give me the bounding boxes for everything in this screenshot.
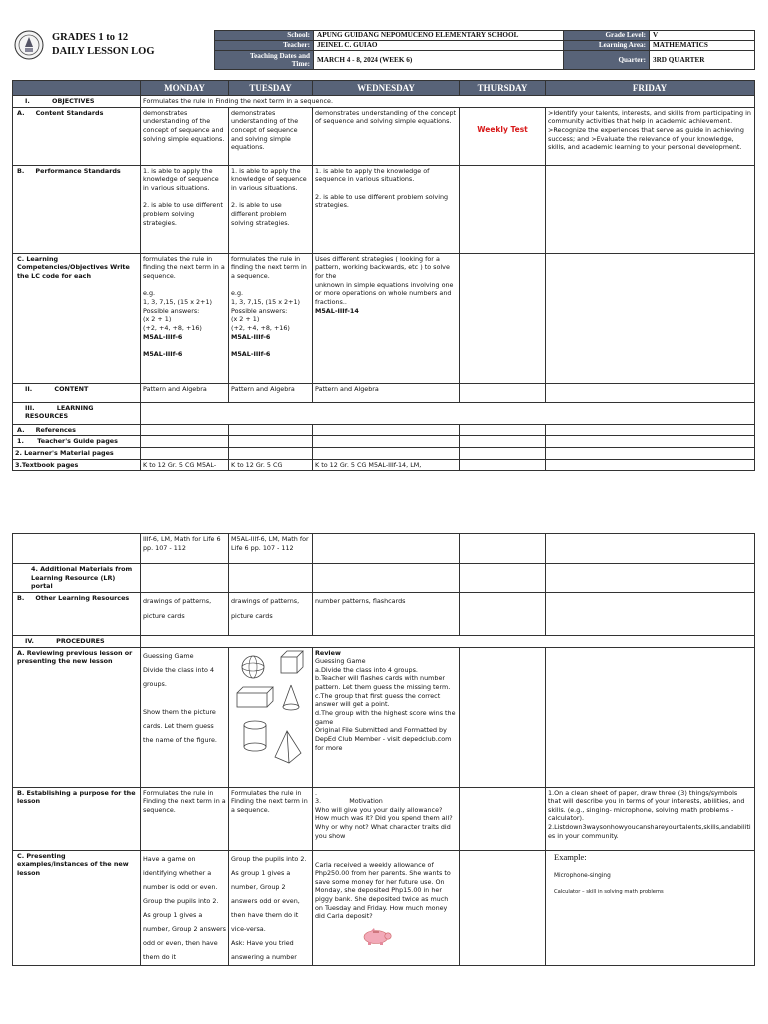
learning-competencies-wednesday <box>313 253 460 383</box>
review-wed-text: Guessing Game a.Divide the class into 4 groups. b.Teacher will flashes cards with number pattern. Let them guess the missing term. c.The group that first guess the correct answer will get a point. d.The group with the highest score wins the game Original File Submitted and Formatted by DepEd Club Member - visit depedclub.com for more <box>315 657 456 752</box>
lc-monday-text: formulates the rule in finding the next term in a sequence. e.g. 1, 3, 7,15, (15 x 2+1) Possible answers: (x 2 + 1) (+2, +4, +8, +16) <box>143 254 225 332</box>
presenting-examples-thursday <box>460 850 546 966</box>
lc-wednesday-text: Uses different strategies ( looking for a pattern, working backwards, etc ) to solve for the unknown in simple equations involving one or more operations on whole numbers and fractions.. <box>315 254 454 306</box>
reviewing-lesson-friday <box>546 647 755 787</box>
lc-tuesday-text: formulates the rule in finding the next term in a sequence. e.g. 1, 3, 7,15, (15 x 2+1) Possible answers: (x 2 + 1) (+2, +4, +8, +16) <box>231 254 307 332</box>
learning-competencies-tuesday <box>229 253 313 383</box>
textbook-cont-tuesday: M5AL-IIIf-6, LM, Math for Life 6 pp. 107 - 112 <box>229 534 313 564</box>
lesson-log-table-page1 <box>12 80 755 471</box>
lc-monday-code: M5AL-IIIf-6 <box>143 332 183 341</box>
form-title-dll: DAILY LESSON LOG <box>52 46 155 58</box>
example-title: Example: <box>554 851 587 862</box>
school-value: APUNG GUIDANG NEPOMUCENO ELEMENTARY SCHOOL <box>314 31 564 41</box>
textbook-cont-label <box>13 534 141 564</box>
presenting-examples-monday: Have a game on identifying whether a number is odd or even. Group the pupils into 2. As group 1 gives a number, Group 2 answers odd or even, then have them do it <box>141 850 229 966</box>
content-standards-monday: demonstrates understanding of the concept of sequence and solving simple equations. <box>141 107 229 165</box>
lc-wednesday-code: M5AL-IIIf-14 <box>315 306 359 315</box>
day-header-wednesday: WEDNESDAY <box>313 81 460 96</box>
purpose-wed-number: 3. <box>315 797 322 806</box>
learners-material-thursday <box>460 448 546 460</box>
purpose-wed-heading <box>315 797 457 806</box>
geometric-figures-picture <box>229 647 313 787</box>
review-wed-title: Review <box>315 648 341 657</box>
lesson-log-table-page2 <box>12 533 755 966</box>
additional-materials-label: 4. Additional Materials from Learning Resource (LR) portal <box>13 564 141 593</box>
day-header-tuesday: TUESDAY <box>229 81 313 96</box>
learning-competencies-monday <box>141 253 229 383</box>
establishing-purpose-label: B. Establishing a purpose for the lesson <box>13 787 141 850</box>
establishing-purpose-thursday <box>460 787 546 850</box>
additional-materials-tuesday <box>229 564 313 593</box>
references-tuesday <box>229 424 313 436</box>
learners-material-monday <box>141 448 229 460</box>
procedures-blank <box>141 635 755 647</box>
performance-standards-label: B. Performance Standards <box>13 165 141 253</box>
other-resources-wednesday: number patterns, flashcards <box>313 592 460 635</box>
purpose-wed-title: Motivation <box>349 797 383 806</box>
performance-standards-wednesday: 1. is able to apply the knowledge of sequence in various situations. 2. is able to use different problem solving strategies. <box>313 165 460 253</box>
teaching-dates-label-line2: Time: <box>291 60 310 68</box>
additional-materials-monday <box>141 564 229 593</box>
performance-standards-thursday <box>460 165 546 253</box>
purpose-wed-text: Who will give you your daily allowance? How much was it? Did you spend them all? Why or why not? What character traits did you show <box>315 805 453 840</box>
learning-competencies-friday <box>546 253 755 383</box>
lc-monday-code-2: M5AL-IIIf-6 <box>143 349 183 358</box>
learners-material-label: 2. Learner's Material pages <box>13 448 141 460</box>
presenting-examples-tuesday: Group the pupils into 2. As group 1 gives a number, Group 2 answers odd or even, then have them do it vice-versa. Ask: Have you tried answering a number <box>229 850 313 966</box>
content-thursday <box>460 383 546 402</box>
example-calculator: Calculator – skill in solving math problems <box>554 888 664 895</box>
presenting-examples-friday <box>546 850 755 966</box>
learners-material-wednesday <box>313 448 460 460</box>
teachers-guide-monday <box>141 436 229 448</box>
textbook-pages-friday <box>546 459 755 471</box>
reviewing-lesson-label: A. Reviewing previous lesson or presenting the new lesson <box>13 647 141 787</box>
teaching-dates-label-line1: Teaching Dates and <box>249 51 310 60</box>
other-resources-monday: drawings of patterns, picture cards <box>141 592 229 635</box>
content-label: II. CONTENT <box>13 383 141 402</box>
establishing-purpose-wednesday <box>313 787 460 850</box>
lc-tuesday-code-2: M5AL-IIIf-6 <box>231 349 271 358</box>
textbook-cont-friday <box>546 534 755 564</box>
additional-materials-thursday <box>460 564 546 593</box>
references-wednesday <box>313 424 460 436</box>
references-thursday <box>460 424 546 436</box>
day-header-friday: FRIDAY <box>546 81 755 96</box>
content-tuesday: Pattern and Algebra <box>229 383 313 402</box>
other-resources-tuesday: drawings of patterns, picture cards <box>229 592 313 635</box>
textbook-pages-monday: K to 12 Gr. 5 CG M5AL- <box>141 459 229 471</box>
textbook-cont-wednesday <box>313 534 460 564</box>
teaching-dates-value: MARCH 4 - 8, 2024 (WEEK 6) <box>314 51 564 70</box>
quarter-label: Quarter: <box>564 51 650 70</box>
references-friday <box>546 424 755 436</box>
teacher-label: Teacher: <box>215 41 314 51</box>
geometric-figures-icon <box>231 649 311 784</box>
additional-materials-wednesday <box>313 564 460 593</box>
teachers-guide-thursday <box>460 436 546 448</box>
textbook-cont-monday: IIIf-6, LM, Math for Life 6 pp. 107 - 112 <box>141 534 229 564</box>
establishing-purpose-tuesday: Formulates the rule in Finding the next term in a sequence. <box>229 787 313 850</box>
presenting-examples-label: C. Presenting examples/instances of the new lesson <box>13 850 141 966</box>
additional-materials-friday <box>546 564 755 593</box>
content-wednesday: Pattern and Algebra <box>313 383 460 402</box>
objectives-text: Formulates the rule in Finding the next term in a sequence. <box>141 96 755 108</box>
learning-competencies-thursday <box>460 253 546 383</box>
learners-material-friday <box>546 448 755 460</box>
teachers-guide-friday <box>546 436 755 448</box>
textbook-pages-thursday <box>460 459 546 471</box>
performance-standards-monday: 1. is able to apply the knowledge of sequence in various situations. 2. is able to use different problem solving strategies. <box>141 165 229 253</box>
grade-level-label: Grade Level: <box>564 31 650 41</box>
other-resources-thursday <box>460 592 546 635</box>
reviewing-lesson-wednesday <box>313 647 460 787</box>
weekly-test-text: Weekly Test <box>477 124 528 134</box>
piggy-bank-icon <box>359 927 457 948</box>
performance-standards-tuesday: 1. is able to apply the knowledge of sequence in various situations. 2. is able to use different problem solving strategies. <box>229 165 313 253</box>
procedures-label: IV. PROCEDURES <box>13 635 141 647</box>
day-header-thursday: THURSDAY <box>460 81 546 96</box>
quarter-value: 3RD QUARTER <box>650 51 755 70</box>
grade-level-value: V <box>650 31 755 41</box>
teachers-guide-wednesday <box>313 436 460 448</box>
school-label: School: <box>215 31 314 41</box>
textbook-pages-wednesday: K to 12 Gr. 5 CG M5AL-IIIf-14, LM, <box>313 459 460 471</box>
textbook-pages-tuesday: K to 12 Gr. 5 CG <box>229 459 313 471</box>
teaching-dates-label <box>215 51 314 70</box>
reviewing-lesson-monday: Guessing Game Divide the class into 4 groups. Show them the picture cards. Let them guess the name of the figure. <box>141 647 229 787</box>
presenting-examples-wednesday <box>313 850 460 966</box>
weekly-test-label <box>460 107 546 165</box>
establishing-purpose-friday: 1.On a clean sheet of paper, draw three (3) things/symbols that will describe you in terms of your interests, abilities, and skills. (e.g., singing- microphone, solving math problems - calculator). 2.Listdown3waysonhowyoucanshareyourtalents,skills,andabilities in your community. <box>546 787 755 850</box>
references-monday <box>141 424 229 436</box>
learning-area-label: Learning Area: <box>564 41 650 51</box>
other-resources-friday <box>546 592 755 635</box>
teachers-guide-label: 1. Teacher's Guide pages <box>13 436 141 448</box>
day-header-monday: MONDAY <box>141 81 229 96</box>
learning-resources-blank <box>141 402 755 424</box>
references-label: A. References <box>13 424 141 436</box>
learning-area-value: MATHEMATICS <box>650 41 755 51</box>
textbook-cont-thursday <box>460 534 546 564</box>
content-standards-friday: >Identify your talents, interests, and skills from participating in community activities that help in academic achievement. >Recognize the experiences that serve as guide in achieving success; and >Evaluate the relevance of your knowledge, skills, and academic learning to your personal development. <box>546 107 755 165</box>
form-title <box>52 31 212 59</box>
content-monday: Pattern and Algebra <box>141 383 229 402</box>
deped-seal-logo <box>14 30 44 60</box>
purpose-wed-dot: . <box>315 788 318 797</box>
reviewing-lesson-thursday <box>460 647 546 787</box>
content-friday <box>546 383 755 402</box>
textbook-pages-label: 3.Textbook pages <box>13 459 141 471</box>
performance-standards-friday <box>546 165 755 253</box>
content-standards-tuesday: demonstrates understanding of the concept of sequence and solving simple equations. <box>229 107 313 165</box>
learning-resources-label: III. LEARNING RESOURCES <box>13 402 141 424</box>
teachers-guide-tuesday <box>229 436 313 448</box>
objectives-label: I. OBJECTIVES <box>13 96 141 108</box>
lc-tuesday-code: M5AL-IIIf-6 <box>231 332 271 341</box>
other-resources-label: B. Other Learning Resources <box>13 592 141 635</box>
establishing-purpose-monday: Formulates the rule in Finding the next term in a sequence. <box>141 787 229 850</box>
teacher-value: JEINEL C. GUIAO <box>314 41 564 51</box>
example-microphone: Microphone-singing <box>554 873 611 880</box>
content-standards-wednesday: demonstrates understanding of the concept of sequence and solving simple equations. <box>313 107 460 165</box>
day-header-blank <box>13 81 141 96</box>
present-wed-text: Carla received a weekly allowance of Php250.00 from her parents. She wants to save some money for her future use. On Monday, she deposited Php15.00 in her piggy bank. She deposited twice as much on Tuesday and Friday. How much money did Carla deposit? <box>315 860 451 921</box>
form-title-grades: GRADES 1 to 12 <box>52 32 129 43</box>
header-info-table <box>214 30 755 70</box>
content-standards-label: A. Content Standards <box>13 107 141 165</box>
learning-competencies-label: C. Learning Competencies/Objectives Write the LC code for each <box>13 253 141 383</box>
learners-material-tuesday <box>229 448 313 460</box>
